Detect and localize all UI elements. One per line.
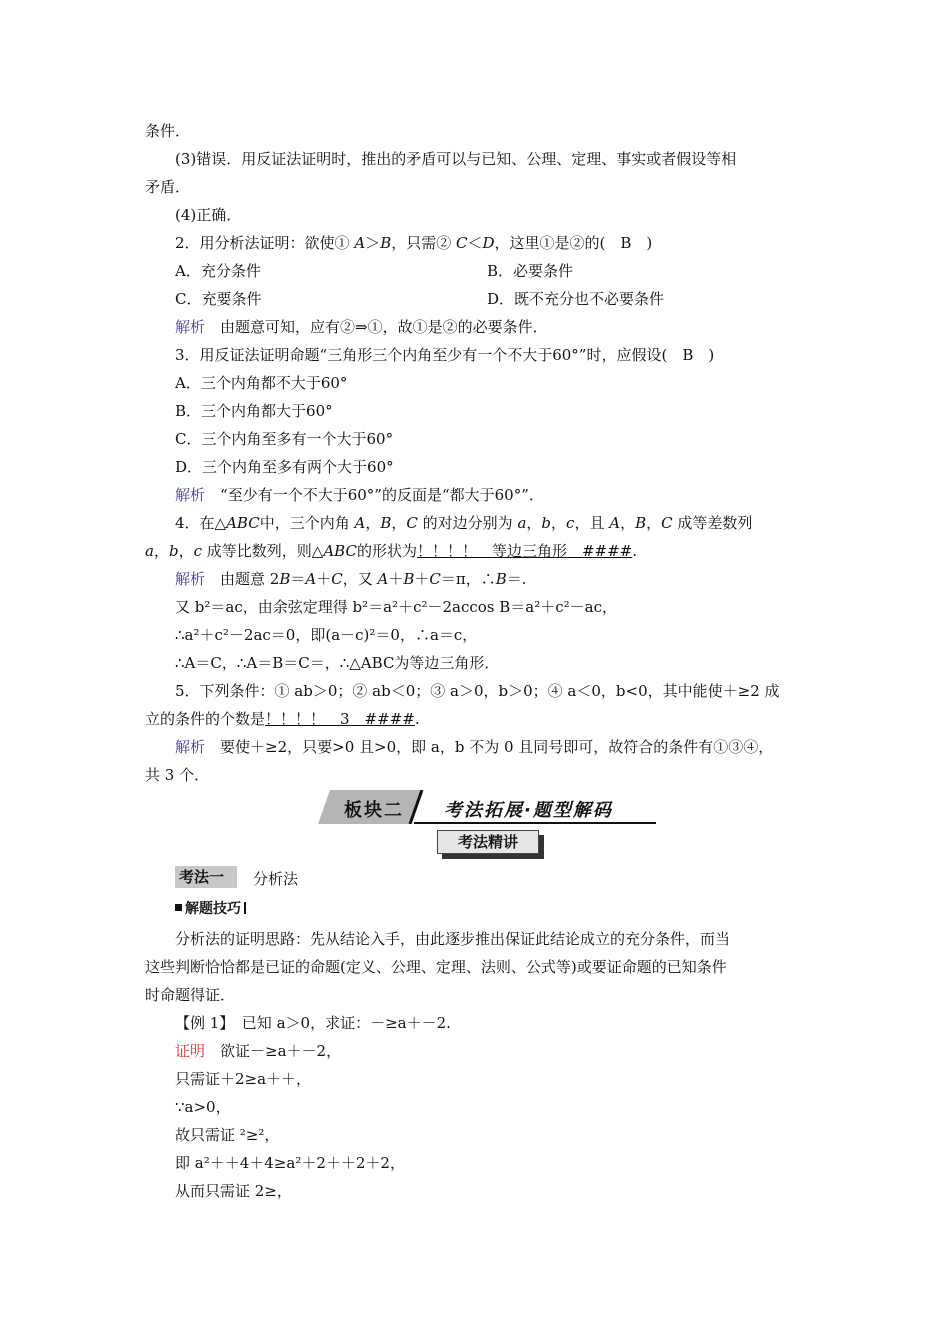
text: 2．用分析法证明：欲使①: [175, 234, 355, 252]
solution-line: 又 b²＝ac，由余弦定理得 b²＝a²＋c²－2accos B＝a²＋c²－ac，: [175, 598, 618, 616]
text-line: (3)错误．用反证法证明时，推出的矛盾可以与已知、公理、定理、事实或者假设等相: [175, 150, 737, 168]
analysis-label: 解析: [175, 738, 206, 756]
var: a: [145, 542, 154, 560]
sub-section-banner: [437, 830, 545, 858]
section-banner: [318, 790, 668, 824]
option-b: B．必要条件: [487, 262, 574, 280]
text-line: 矛盾．: [145, 178, 191, 196]
text: 立的条件的个数是: [145, 710, 266, 728]
question-5-cont: [145, 709, 420, 729]
proof-label: 证明: [175, 1042, 206, 1060]
text: 中，三个内角: [259, 514, 355, 532]
var: C: [331, 570, 343, 588]
var: a: [517, 514, 527, 532]
var: B: [403, 570, 415, 588]
text: ，: [391, 514, 407, 532]
text: ，这里①是②的(: [494, 234, 621, 252]
text: .: [414, 710, 420, 728]
question-3: [175, 345, 714, 365]
var: C: [456, 234, 468, 252]
var: B: [279, 570, 291, 588]
option-a: A．三个内角都不大于60°: [175, 374, 348, 392]
answer-blank: ！！！！ 等边三角形 ####: [416, 542, 633, 560]
text: 的形状为: [356, 542, 417, 560]
text: ＞: [365, 234, 381, 252]
text: ，且: [574, 514, 610, 532]
answer-blank: ！！！！ 3 ####: [265, 710, 415, 728]
text: 3．用反证法证明命题“三角形三个内角至少有一个不大于60°”时，应假设(: [175, 346, 683, 364]
var: B: [380, 234, 392, 252]
option-d: D．既不充分也不必要条件: [487, 290, 665, 308]
option-a: A．充分条件: [175, 262, 261, 280]
text: ，: [551, 514, 567, 532]
text: ，: [646, 514, 662, 532]
question-4-cont: [145, 541, 637, 561]
text-line: (4)正确．: [175, 206, 242, 224]
text: ): [693, 346, 715, 364]
var: B: [635, 514, 647, 532]
square-bullet-icon: [175, 904, 182, 911]
var: b: [541, 514, 552, 532]
text: ＋: [414, 570, 430, 588]
text: 欲证－≥a＋－2，: [220, 1042, 342, 1060]
banner-left-title: 板块二: [344, 800, 404, 821]
method-title: 分析法: [253, 870, 299, 888]
solution-line: [175, 737, 773, 757]
answer: B: [682, 346, 694, 364]
text: “至少有一个不大于60°”的反面是“都大于60°”．: [220, 486, 544, 504]
example-1: 【例 1】 已知 a＞0，求证：－≥a＋－2.: [175, 1014, 451, 1032]
banner-right-title: 考法拓展·题型解码: [444, 800, 613, 821]
text: ，: [365, 514, 381, 532]
option-c: C．充要条件: [175, 290, 262, 308]
text: ，: [178, 542, 194, 560]
analysis-label: 解析: [175, 570, 206, 588]
text: ): [631, 234, 653, 252]
solution-line: [175, 569, 527, 589]
text: 由题意可知，应有②⇒①，故①是②的必要条件．: [220, 318, 548, 336]
var: A: [377, 570, 389, 588]
text-line: 条件．: [145, 122, 191, 140]
var: C: [406, 514, 418, 532]
text: ＋: [316, 570, 332, 588]
text-line: 这些判断恰恰都是已证的命题(定义、公理、定理、法则、公式等)或要证命题的已知条件: [145, 958, 727, 976]
proof-line: 故只需证 ²≥²，: [175, 1126, 280, 1144]
text: 成等比数列，则△: [202, 542, 324, 560]
solution-line: ∴A＝C，∴A＝B＝C＝，∴△ABC为等边三角形．: [175, 654, 500, 672]
proof-line: 即 a²＋＋4＋4≥a²＋2＋＋2＋2，: [175, 1154, 405, 1172]
var: D: [482, 234, 495, 252]
method-tag: 考法一: [175, 866, 237, 888]
text: ＜: [467, 234, 483, 252]
text: ＝.: [506, 570, 527, 588]
text: ＝: [290, 570, 306, 588]
var: b: [168, 542, 179, 560]
text: 4．在△: [175, 514, 227, 532]
bar-icon: [244, 902, 246, 914]
solution-line: [175, 485, 544, 505]
var: C: [661, 514, 673, 532]
var: c: [193, 542, 202, 560]
var: B: [380, 514, 392, 532]
text: 要使＋≥2，只要>0 且>0，即 a，b 不为 0 且同号即可，故符合的条件有①③④，: [220, 738, 774, 756]
solution-line: ∴a²＋c²－2ac＝0，即(a－c)²＝0，∴a＝c，: [175, 626, 478, 644]
proof-line: 从而只需证 2≥，: [175, 1182, 292, 1200]
var: A: [354, 234, 366, 252]
proof-line: [175, 1041, 341, 1061]
text: ，: [620, 514, 636, 532]
answer: B: [620, 234, 632, 252]
var: ABC: [226, 514, 260, 532]
question-2: [175, 233, 652, 253]
text: .: [632, 542, 638, 560]
sub-banner-title: 考法精讲: [437, 830, 539, 854]
text-line: 时命题得证．: [145, 986, 236, 1004]
text: 由题意 2: [220, 570, 280, 588]
option-d: D．三个内角至多有两个大于60°: [175, 458, 394, 476]
text: ，只需②: [391, 234, 456, 252]
var: B: [495, 570, 507, 588]
var: c: [566, 514, 575, 532]
skill-heading: [175, 900, 246, 918]
proof-line: 只需证＋2≥a＋＋，: [175, 1070, 312, 1088]
text-line: 分析法的证明思路：先从结论入手，由此逐步推出保证此结论成立的充分条件，而当: [175, 930, 731, 948]
option-c: C．三个内角至多有一个大于60°: [175, 430, 394, 448]
text: ，又: [342, 570, 378, 588]
proof-line: ∵a>0，: [175, 1098, 231, 1116]
text: 的对边分别为: [417, 514, 518, 532]
analysis-label: 解析: [175, 318, 206, 336]
text: ＝π，∴: [440, 570, 496, 588]
analysis-label: 解析: [175, 486, 206, 504]
skill-label: 解题技巧: [185, 901, 241, 917]
text: ＋: [388, 570, 404, 588]
solution-line: [175, 317, 548, 337]
text: ，: [153, 542, 169, 560]
text: 成等差数列: [672, 514, 753, 532]
var: ABC: [323, 542, 357, 560]
question-5: 5．下列条件：① ab＞0；② ab＜0；③ a＞0，b＞0；④ a＜0，b<0，其中能使＋≥2 成: [175, 682, 780, 700]
solution-line: 共 3 个．: [145, 766, 210, 784]
var: A: [305, 570, 317, 588]
var: A: [609, 514, 621, 532]
option-b: B．三个内角都大于60°: [175, 402, 333, 420]
var: A: [354, 514, 366, 532]
var: C: [429, 570, 441, 588]
text: ，: [526, 514, 542, 532]
question-4: [175, 513, 752, 533]
